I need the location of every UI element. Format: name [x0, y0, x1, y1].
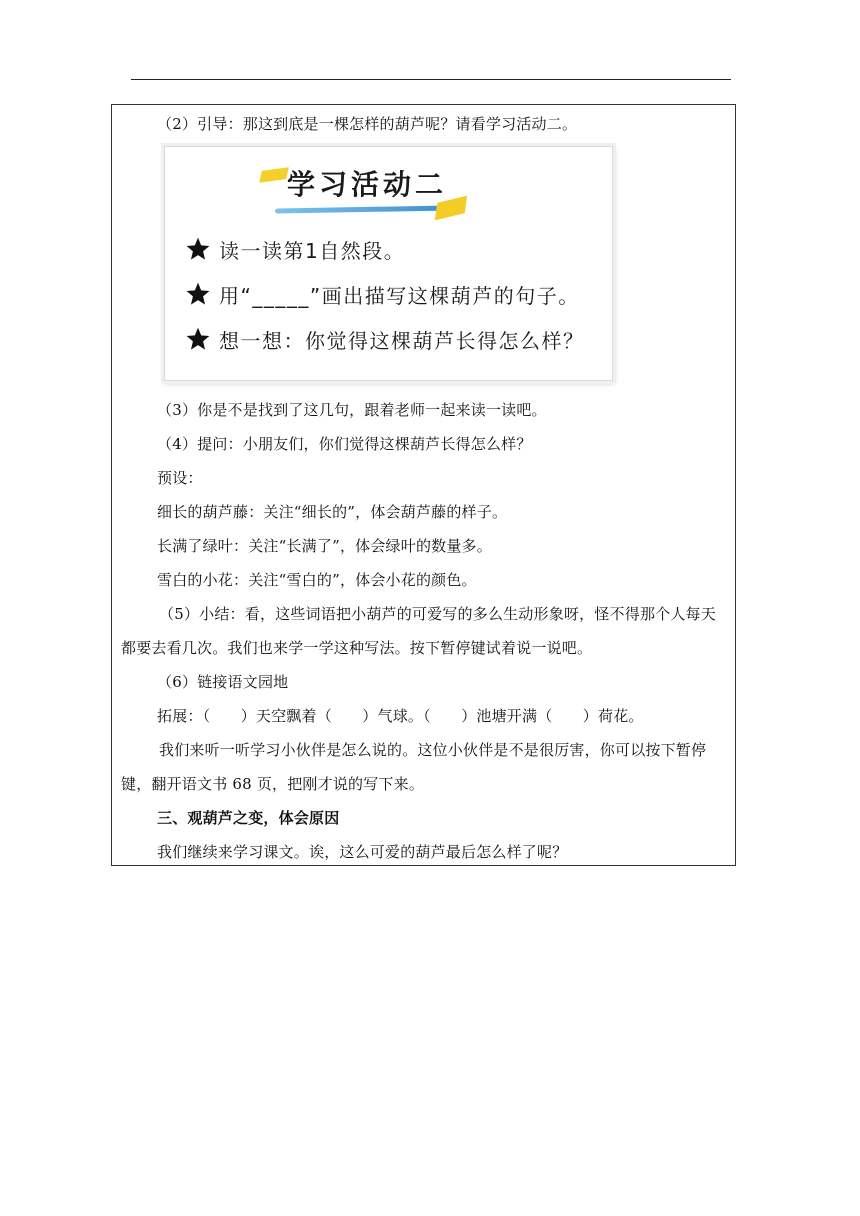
star-icon — [185, 236, 211, 262]
step-6-link: （6）链接语文园地 — [157, 673, 289, 691]
star-icon — [185, 281, 211, 307]
partner-listen-paragraph: 我们来听一听学习小伙伴是怎么说的。这位小伙伴是不是很厉害，你可以按下暂停键，翻开语文书 68 页，把刚才说的写下来。 — [121, 741, 707, 793]
activity-title: 学习活动二 — [287, 168, 448, 201]
title-underline — [275, 205, 453, 213]
activity-task-2 — [185, 279, 580, 309]
activity-task-1-text: 读一读第1自然段。 — [219, 238, 406, 263]
activity-task-1 — [185, 234, 405, 264]
preset-item-flowers: 雪白的小花：关注“雪白的”，体会小花的颜色。 — [157, 571, 477, 589]
preset-item-vine: 细长的葫芦藤：关注“细长的”，体会葫芦藤的样子。 — [157, 503, 508, 521]
step-4-question: （4）提问：小朋友们，你们觉得这棵葫芦长得怎么样？ — [157, 435, 532, 453]
highlight-mark-left — [259, 167, 289, 183]
activity-task-3 — [185, 324, 585, 354]
step-5-summary: （5）小结：看，这些词语把小葫芦的可爱写的多么生动形象呀，怪不得那个人每天都要去看几次。我们也来学一学这种写法。按下暂停键试着说一说吧。 — [121, 605, 716, 657]
step-3-read-aloud: （3）你是不是找到了这几句，跟着老师一起来读一读吧。 — [157, 401, 547, 419]
preset-item-leaves: 长满了绿叶：关注“长满了”，体会绿叶的数量多。 — [157, 537, 492, 555]
activity-card — [164, 146, 613, 381]
activity-task-3-text: 想一想：你觉得这棵葫芦长得怎么样？ — [219, 328, 585, 353]
section-3-heading: 三、观葫芦之变，体会原因 — [157, 809, 340, 827]
extension-exercise: 拓展：（ ）天空飘着（ ）气球。（ ）池塘开满（ ）荷花。 — [157, 707, 644, 725]
header-rule — [131, 79, 731, 80]
preset-label: 预设： — [157, 469, 203, 487]
activity-task-2-text: 用“_____”画出描写这棵葫芦的句子。 — [219, 283, 580, 308]
step-2-guide: （2）引导：那这到底是一棵怎样的葫芦呢？请看学习活动二。 — [157, 115, 578, 133]
star-icon — [185, 326, 211, 352]
continue-lesson-line: 我们继续来学习课文。诶，这么可爱的葫芦最后怎么样了呢？ — [157, 843, 568, 861]
